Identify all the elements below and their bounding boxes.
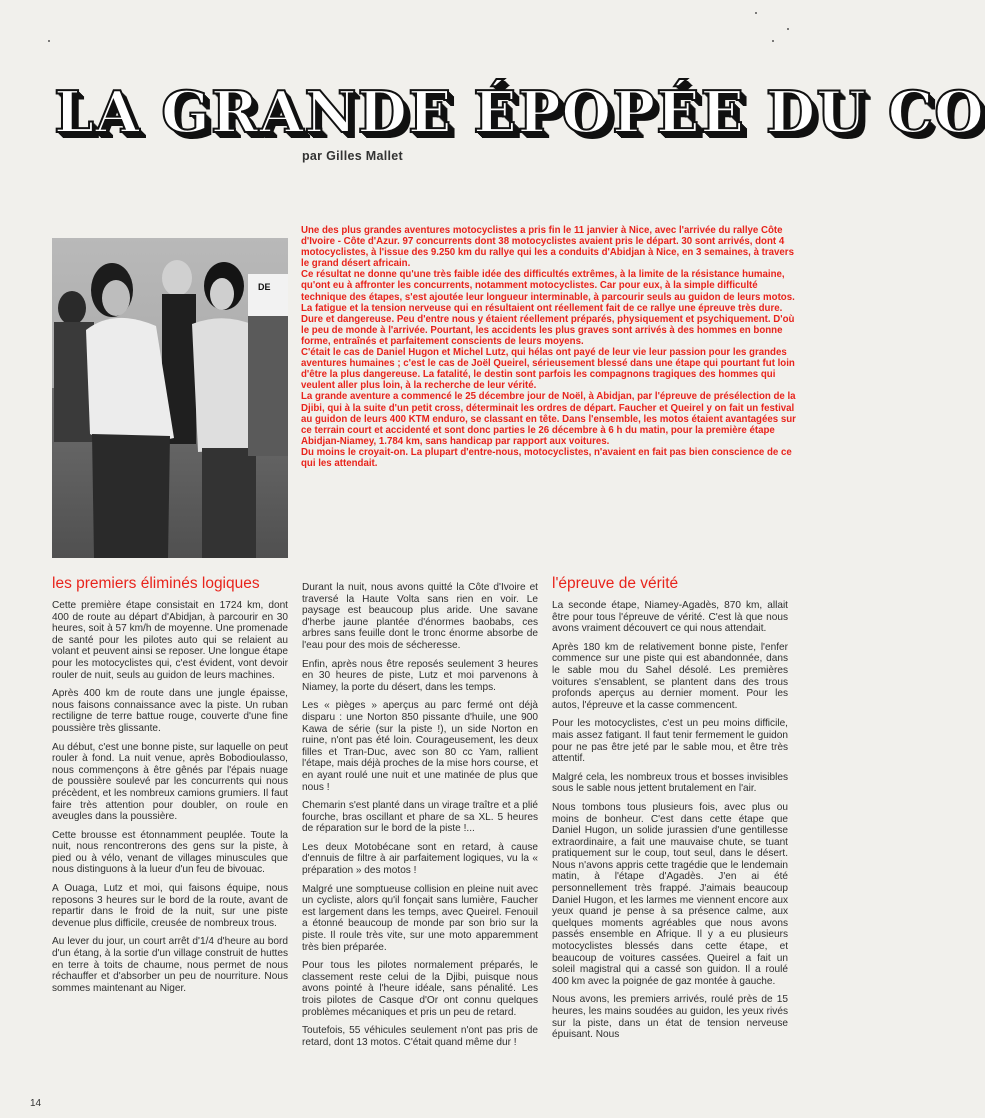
intro-paragraph: Une des plus grandes aventures motocyclistes a pris fin le 11 janvier à Nice, avec l'arrivée du rallye Côte d'Ivoire - Côte d'Azur. 97 concurrents dont 38 motocyclistes avaient pris le départ. 30 sont arrivés, dont 4 motocyclistes, à l'issue des 9.250 km du rallye qui les a conduits d'Abidjan à Nice, en 3 semaines, à travers le grand désert africain. — [301, 225, 794, 270]
article-column-1 — [52, 575, 288, 1001]
body-paragraph: Nous tombons tous plusieurs fois, avec plus ou moins de bonheur. C'est dans cette étape que Daniel Hugon, un solide jurassien d'une gentillesse extraordinaire, a fait une mauvaise chute, se tuant pratiquement sur le coup, tout seul, dans le désert. Nous n'avons appris cette tragédie que le lendemain matin, à l'étape d'Agadès. J'en ai été personnellement très frappé. J'aimais beaucoup Daniel Hugon, et les larmes me viennent encore aux yeux quand je pense à sa présence calme, aux quelques moments agréables que nous avons passés ensemble en Afrique. Il y a eu plusieurs motocyclistes blessés dans cette étape, et beaucoup de voitures cassées. Queirel a fait un soleil magistral qui a cassé son guidon. Il a roulé 400 km avec la poignée de gaz montée à gauche. — [552, 801, 788, 987]
body-paragraph: Cette brousse est étonnamment peuplée. Toute la nuit, nous rencontrerons des gens sur la piste, à pied ou à vélo, venant de villages minuscules que nous distinguons à la lueur d'un feu de bivouac. — [52, 829, 288, 876]
body-paragraph: La seconde étape, Niamey-Agadès, 870 km, allait être pour tous l'épreuve de vérité. C'est là que nous avons vraiment découvert ce qui nous attendait. — [552, 600, 788, 635]
body-paragraph: Malgré cela, les nombreux trous et bosses invisibles sous le sable nous jettent brutalement en l'air. — [552, 771, 788, 795]
body-paragraph: Les deux Motobécane sont en retard, à cause d'ennuis de filtre à air parfaitement logiques, vu la « préparation » des motos ! — [302, 841, 538, 877]
print-speck — [772, 40, 774, 42]
print-speck — [787, 28, 789, 30]
rider-photo-image — [52, 238, 288, 558]
section-heading: l'épreuve de vérité — [552, 575, 679, 592]
body-paragraph: Cette première étape consistait en 1724 km, dont 400 de route au départ d'Abidjan, à parcourir en 30 heures, soit à 57 km/h de moyenne. Une promenade de santé pour les pilotes auto qui se relaient au volant et peuvent ainsi se reposer. Une longue étape pour les motocyclistes qui, c'est évident, vont devoir rouler de nuit, seuls au guidon de leurs machines. — [52, 600, 288, 681]
body-paragraph: Après 180 km de relativement bonne piste, l'enfer commence sur une piste qui est abandonnée, dans le sable mou du Sahel désolé. Les premières voitures s'ensablent, se plantent dans des trous profonds aperçus au dernier moment. Pour les autos, l'épreuve et la casse commencent. — [552, 641, 788, 711]
byline: par Gilles Mallet — [302, 149, 403, 163]
article-column-3 — [552, 575, 788, 1048]
body-paragraph: Après 400 km de route dans une jungle épaisse, nous faisons connaissance avec la piste. Un ruban rectiligne de terre battue rouge, couverte d'une fine poussière très glissante. — [52, 688, 288, 734]
print-speck — [755, 12, 757, 14]
intro-paragraph: Du moins le croyait-on. La plupart d'entre-nous, motocyclistes, n'avaient en fait pas bien conscience de ce qui les attendait. — [301, 446, 792, 469]
intro-paragraph: Ce résultat ne donne qu'une très faible idée des difficultés extrêmes, à la limite de la résistance humaine, qu'ont eu à affronter les concurrents, notamment motocyclistes. Car pour eux, à la simple difficulté technique des étapes, s'est ajoutée leur longueur interminable, à parcourir seuls au guidon de leurs motos. — [301, 269, 795, 303]
body-paragraph: Enfin, après nous être reposés seulement 3 heures en 30 heures de piste, Lutz et moi parvenons à Niamey, la porte du désert, dans les temps. — [302, 658, 538, 693]
intro-paragraph: C'était le cas de Daniel Hugon et Michel Lutz, qui hélas ont payé de leur vie leur passion pour les grandes aventures humaines ; c'est le cas de Joël Queirel, sérieusement blessé dans une étape qui pourtant fut loin d'être la plus dangereuse. La fatalité, le destin sont parfois les compagnons tragiques des hommes qui veulent aller plus loin, à la recherche de leur vérité. — [301, 347, 795, 392]
intro-paragraph: La grande aventure a commencé le 25 décembre jour de Noël, à Abidjan, par l'épreuve de présélection de la Djibi, qui à la suite d'un petit cross, déterminait les ordres de départ. Faucher et Queirel y on fait un festival au guidon de leurs 400 KTM enduro, se classant en tête. Dans l'ensemble, les motos étaient avantagées sur ce terrain court et accidenté et sont donc parties le 26 décembre à 6 h du matin, pour la première étape Abidjan-Niamey, 1.784 km, sans handicap par rapport aux voitures. — [301, 391, 796, 447]
article-column-2 — [302, 582, 538, 1055]
body-paragraph: Chemarin s'est planté dans un virage traître et a plié fourche, bras oscillant et phare de sa XL. 5 heures de réparation sur le bord de la piste !... — [302, 800, 538, 835]
section-heading: les premiers éliminés logiques — [52, 575, 260, 592]
print-speck — [48, 40, 50, 42]
body-paragraph: Toutefois, 55 véhicules seulement n'ont pas pris de retard, dont 13 motos. C'était quand même dur ! — [302, 1025, 538, 1048]
intro-paragraph: La fatigue et la tension nerveuse qui en résultaient ont réellement fait de ce rallye une épreuve très dure. Dure et dangereuse. Peu d'entre nous y étaient réellement préparés, physiquement et psychiquement. D'où le peu de monde à l'arrivée. Pourtant, les accidents les plus graves sont arrivés à des hommes en bonne forme, entraînés et parfaitement conscients de leurs moyens. — [301, 302, 795, 347]
body-paragraph: Malgré une somptueuse collision en pleine nuit avec un cycliste, alors qu'il fonçait sans lumière, Faucher est largement dans les temps, avec Queirel. Fenouil a étonné beaucoup de monde par son brio sur la piste. Il roule très vite, sur une moto apparemment très bien préparée. — [302, 883, 538, 953]
truck-panel-text: DE — [258, 282, 271, 292]
body-paragraph: Nous avons, les premiers arrivés, roulé près de 15 heures, les mains soudées au guidon, les yeux rivés sur la piste, dans un état de tension nerveuse épuisant. Nous — [552, 994, 788, 1041]
body-paragraph: Pour les motocyclistes, c'est un peu moins difficile, mais assez fatigant. Il faut tenir fermement le guidon pour ne pas être jeté par le sable mou, et être très attentif. — [552, 718, 788, 765]
page-number: 14 — [30, 1098, 42, 1109]
article-title: LA GRANDE ÉPOPÉE DU CO — [54, 79, 985, 146]
body-paragraph: A Ouaga, Lutz et moi, qui faisons équipe, nous reposons 3 heures sur le bord de la route, avant de repartir dans le froid de la nuit, sur une piste devenue plus difficile, creusée de nombreux trous. — [52, 883, 288, 929]
body-paragraph: Pour tous les pilotes normalement préparés, le classement reste celui de la Djibi, puisque nous avons pointé à l'heure idéale, sans pénalité. Les trois pilotes de Casque d'Or ont connu quelques problèmes mécaniques et pris un peu de retard. — [302, 960, 538, 1018]
rider-photo — [52, 238, 288, 558]
body-paragraph: Au début, c'est une bonne piste, sur laquelle on peut rouler à fond. La nuit venue, après Bobodioulasso, nous commençons à être gênés par l'épais nuage de poussière soulevé par les concurrents qui nous précèdent, et les nombreux camions grumiers. Il faut faire très attention pour doubler, on roule en aveugles dans la poussière. — [52, 741, 288, 823]
body-paragraph: Les « pièges » aperçus au parc fermé ont déjà disparu : une Norton 850 pissante d'huile, une 900 Kawa de série (sur la piste !), un side Norton en ruine, n'ont pas été loin. Courageusement, les deux filles et Tran-Duc, avec son 80 cc Yam, rallient l'étape, mais déjà proches de la mise hors course, et en ayant roulé une nuit et une matinée de plus que nous ! — [302, 700, 538, 793]
body-paragraph: Durant la nuit, nous avons quitté la Côte d'Ivoire et traversé la Haute Volta sans rien en voir. Le paysage est beaucoup plus aride. Une savane d'herbe jaune plantée d'énormes baobabs, ces arbres sans feuille dont le tronc énorme absorbe de l'eau pour des mois de sécheresse. — [302, 582, 538, 651]
intro-text — [301, 225, 797, 469]
body-paragraph: Au lever du jour, un court arrêt d'1/4 d'heure au bord d'un étang, à la sortie d'un village construit de huttes en terre à toits de chaume, nous permet de nous réchauffer et d'absorber un peu de nourriture. Nous sommes maintenant au Niger. — [52, 936, 288, 994]
